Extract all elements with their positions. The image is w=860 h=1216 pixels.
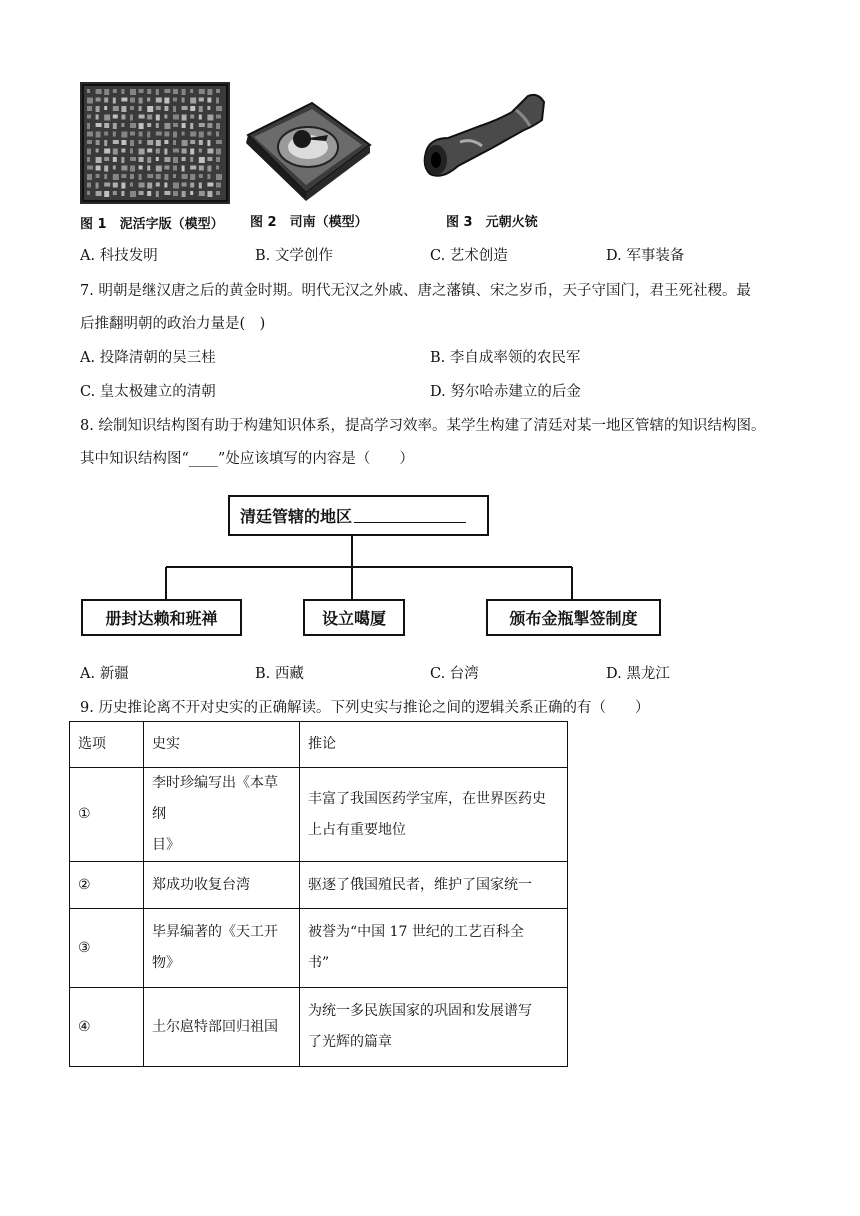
fig1-caption: 图 1 泥活字版（模型） [80, 217, 224, 232]
table-row [70, 768, 568, 862]
q8-diagram-top-box [228, 495, 489, 536]
row2-option: ② [70, 862, 144, 909]
row1-inference: 丰富了我国医药学宝库，在世界医药史 上占有重要地位 [300, 768, 568, 862]
row1-option: ① [70, 768, 144, 862]
row1-fact: 李时珍编写出《本草纲 目》 [144, 768, 300, 862]
row3-option: ③ [70, 909, 144, 988]
table-row [70, 909, 568, 988]
q7-stem-line1: 7. 明朝是继汉唐之后的黄金时期。明代无汉之外戚、唐之藩镇、宋之岁币，天子守国门，君王死社稷。最 [80, 283, 751, 299]
q9-stem: 9. 历史推论离不开对史实的正确解读。下列史实与推论之间的逻辑关系正确的有（ ） [80, 700, 650, 716]
q8-diagram-left-label: 册封达赖和班禅 [105, 609, 218, 628]
q6-option-a: A. 科技发明 [80, 248, 158, 264]
header-inference: 推论 [300, 722, 568, 768]
q7-option-c: C. 皇太极建立的清朝 [80, 384, 216, 400]
table-row [70, 988, 568, 1067]
q8-option-a: A. 新疆 [80, 666, 129, 682]
q8-option-b: B. 西藏 [255, 666, 304, 682]
q6-option-d: D. 军事装备 [606, 248, 685, 264]
header-fact: 史实 [144, 722, 300, 768]
row2-fact: 郑成功收复台湾 [144, 862, 300, 909]
q8-diagram-right-label: 颁布金瓶掣签制度 [509, 609, 638, 628]
row4-inference: 为统一多民族国家的巩固和发展谱写 了光辉的篇章 [300, 988, 568, 1067]
q8-diagram-right-box [486, 599, 661, 636]
row4-fact: 土尔扈特部回归祖国 [144, 988, 300, 1067]
q8-diagram-top-label: 清廷管辖的地区 [240, 507, 353, 526]
q8-stem-line1: 8. 绘制知识结构图有助于构建知识体系，提高学习效率。某学生构建了清廷对某一地区管辖的知识结构图。 [80, 418, 766, 434]
q8-diagram-blank [354, 508, 466, 523]
q8-diagram-middle-box [303, 599, 405, 636]
row3-inference: 被誉为“中国 17 世纪的工艺百科全 书” [300, 909, 568, 988]
q8-option-d: D. 黑龙江 [606, 666, 670, 682]
header-option: 选项 [70, 722, 144, 768]
row4-option: ④ [70, 988, 144, 1067]
q8-diagram-middle-label: 设立噶厦 [321, 609, 386, 628]
table-row [70, 862, 568, 909]
q8-diagram-left-box [81, 599, 242, 636]
q7-option-b: B. 李自成率领的农民军 [430, 350, 581, 366]
q8-stem-line2: 其中知识结构图“____”处应该填写的内容是（ ） [80, 451, 414, 467]
row2-inference: 驱逐了俄国殖民者，维护了国家统一 [300, 862, 568, 909]
q7-option-d: D. 努尔哈赤建立的后金 [430, 384, 581, 400]
q7-option-a: A. 投降清朝的吴三桂 [80, 350, 216, 366]
q9-table [69, 721, 568, 1067]
q6-option-c: C. 艺术创造 [430, 248, 508, 264]
q8-option-c: C. 台湾 [430, 666, 479, 682]
table-header-row [70, 722, 568, 768]
row3-fact: 毕昇编著的《天工开 物》 [144, 909, 300, 988]
fig2-caption: 图 2 司南（模型） [250, 215, 368, 230]
q7-stem-line2: 后推翻明朝的政治力量是( ) [80, 316, 266, 332]
fig3-caption: 图 3 元朝火铳 [446, 215, 538, 230]
q6-option-b: B. 文学创作 [255, 248, 333, 264]
